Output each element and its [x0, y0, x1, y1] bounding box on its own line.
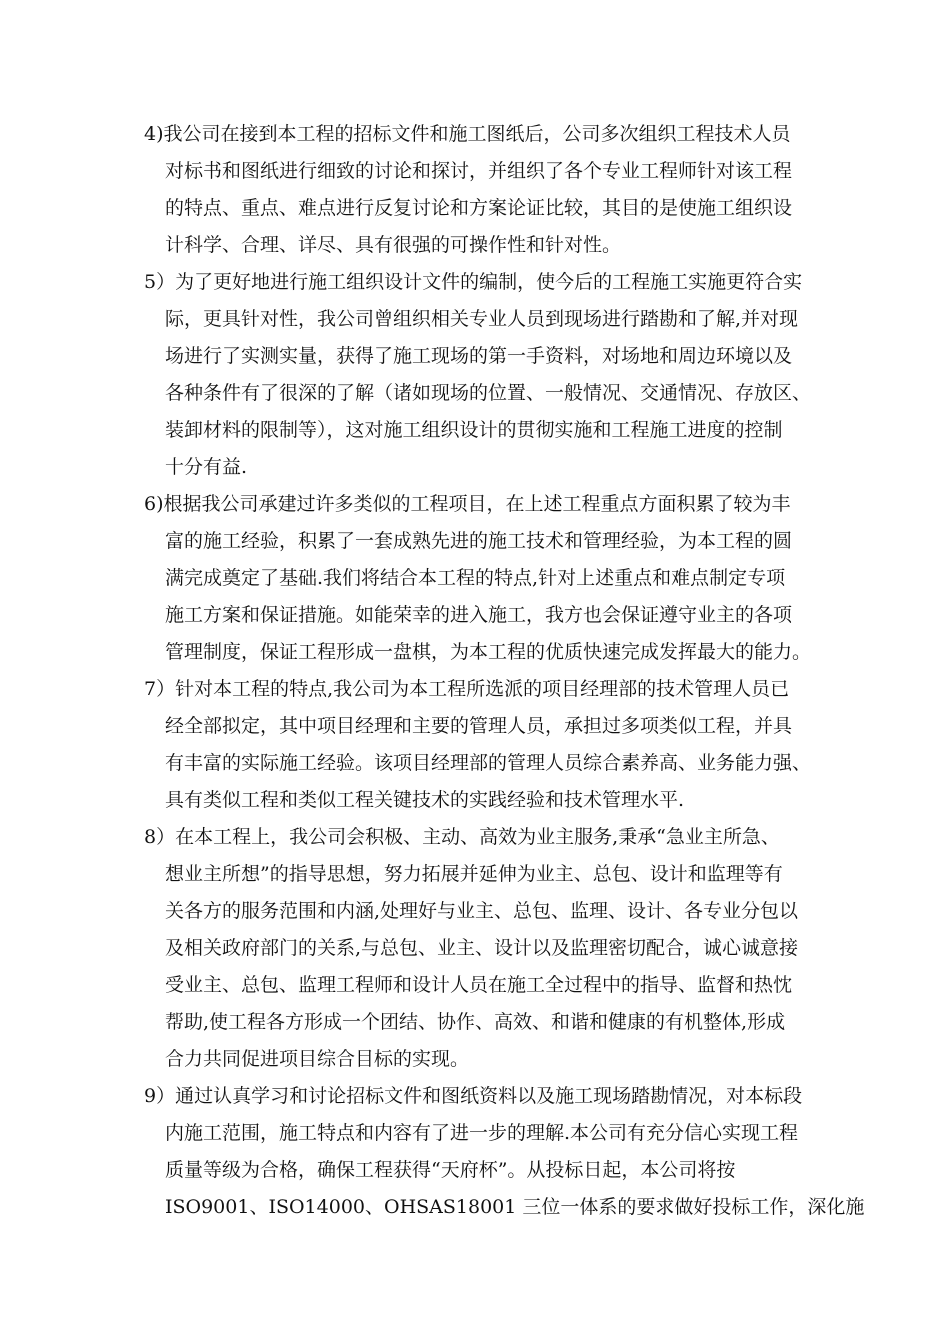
text-line: 及相关政府部门的关系,与总包、业主、设计以及监理密切配合，诚心诚意接: [165, 937, 799, 959]
text-line: 管理制度，保证工程形成一盘棋，为本工程的优质快速完成发挥最大的能力。: [165, 641, 812, 663]
text-line: 9）通过认真学习和讨论招标文件和图纸资料以及施工现场踏勘情况，对本标段: [144, 1085, 803, 1107]
text-line: 装卸材料的限制等），这对施工组织设计的贯彻实施和工程施工进度的控制: [165, 419, 783, 441]
text-line: 施工方案和保证措施。如能荣幸的进入施工，我方也会保证遵守业主的各项: [165, 604, 793, 626]
text-line: 内施工范围，施工特点和内容有了进一步的理解.本公司有充分信心实现工程: [165, 1122, 799, 1144]
list-item-5: [144, 264, 834, 486]
text-line: 对标书和图纸进行细致的讨论和探讨，并组织了各个专业工程师针对该工程: [165, 160, 793, 182]
text-line: 十分有益.: [165, 456, 248, 478]
text-line: 8）在本工程上，我公司会积极、主动、高效为业主服务,秉承“急业主所急、: [144, 826, 780, 848]
text-line: 际，更具针对性，我公司曾组织相关专业人员到现场进行踏勘和了解,并对现: [165, 308, 799, 330]
text-line: 具有类似工程和类似工程关键技术的实践经验和技术管理水平.: [165, 789, 685, 811]
text-line: 富的施工经验，积累了一套成熟先进的施工技术和管理经验，为本工程的圆: [165, 530, 793, 552]
text-line: 质量等级为合格，确保工程获得“天府杯”。从投标日起，本公司将按: [165, 1159, 736, 1181]
list-item-6: [144, 486, 834, 671]
text-line: 计科学、合理、详尽、具有很强的可操作性和针对性。: [165, 234, 622, 256]
text-line: ISO9001、ISO14000、OHSAS18001 三位一体系的要求做好投标工作，深化施: [165, 1196, 865, 1218]
text-line: 场进行了实测实量，获得了施工现场的第一手资料，对场地和周边环境以及: [165, 345, 793, 367]
text-line: 6)根据我公司承建过许多类似的工程项目，在上述工程重点方面积累了较为丰: [144, 493, 791, 515]
text-line: 关各方的服务范围和内涵,处理好与业主、总包、监理、设计、各专业分包以: [165, 900, 799, 922]
text-line: 的特点、重点、难点进行反复讨论和方案论证比较，其目的是使施工组织设: [165, 197, 793, 219]
text-line: 各种条件有了很深的了解（诸如现场的位置、一般情况、交通情况、存放区、: [165, 382, 812, 404]
text-line: 想业主所想”的指导思想，努力拓展并延伸为业主、总包、设计和监理等有: [165, 863, 783, 885]
text-line: 5）为了更好地进行施工组织设计文件的编制，使今后的工程施工实施更符合实: [144, 271, 803, 293]
text-line: 帮助,使工程各方形成一个团结、协作、高效、和谐和健康的有机整体,形成: [165, 1011, 786, 1033]
text-line: 7）针对本工程的特点,我公司为本工程所选派的项目经理部的技术管理人员已: [144, 678, 790, 700]
list-item-9: [144, 1078, 865, 1226]
text-line: 满完成奠定了基础.我们将结合本工程的特点,针对上述重点和难点制定专项: [165, 567, 786, 589]
text-line: 受业主、总包、监理工程师和设计人员在施工全过程中的指导、监督和热忱: [165, 974, 793, 996]
text-line: 经全部拟定，其中项目经理和主要的管理人员，承担过多项类似工程，并具: [165, 715, 793, 737]
text-line: 4)我公司在接到本工程的招标文件和施工图纸后，公司多次组织工程技术人员: [144, 123, 791, 145]
list-item-8: [144, 819, 834, 1078]
list-item-4: [144, 116, 834, 264]
list-item-7: [144, 671, 834, 819]
text-line: 合力共同促进项目综合目标的实现。: [165, 1048, 470, 1070]
text-line: 有丰富的实际施工经验。该项目经理部的管理人员综合素养高、业务能力强、: [165, 752, 812, 774]
